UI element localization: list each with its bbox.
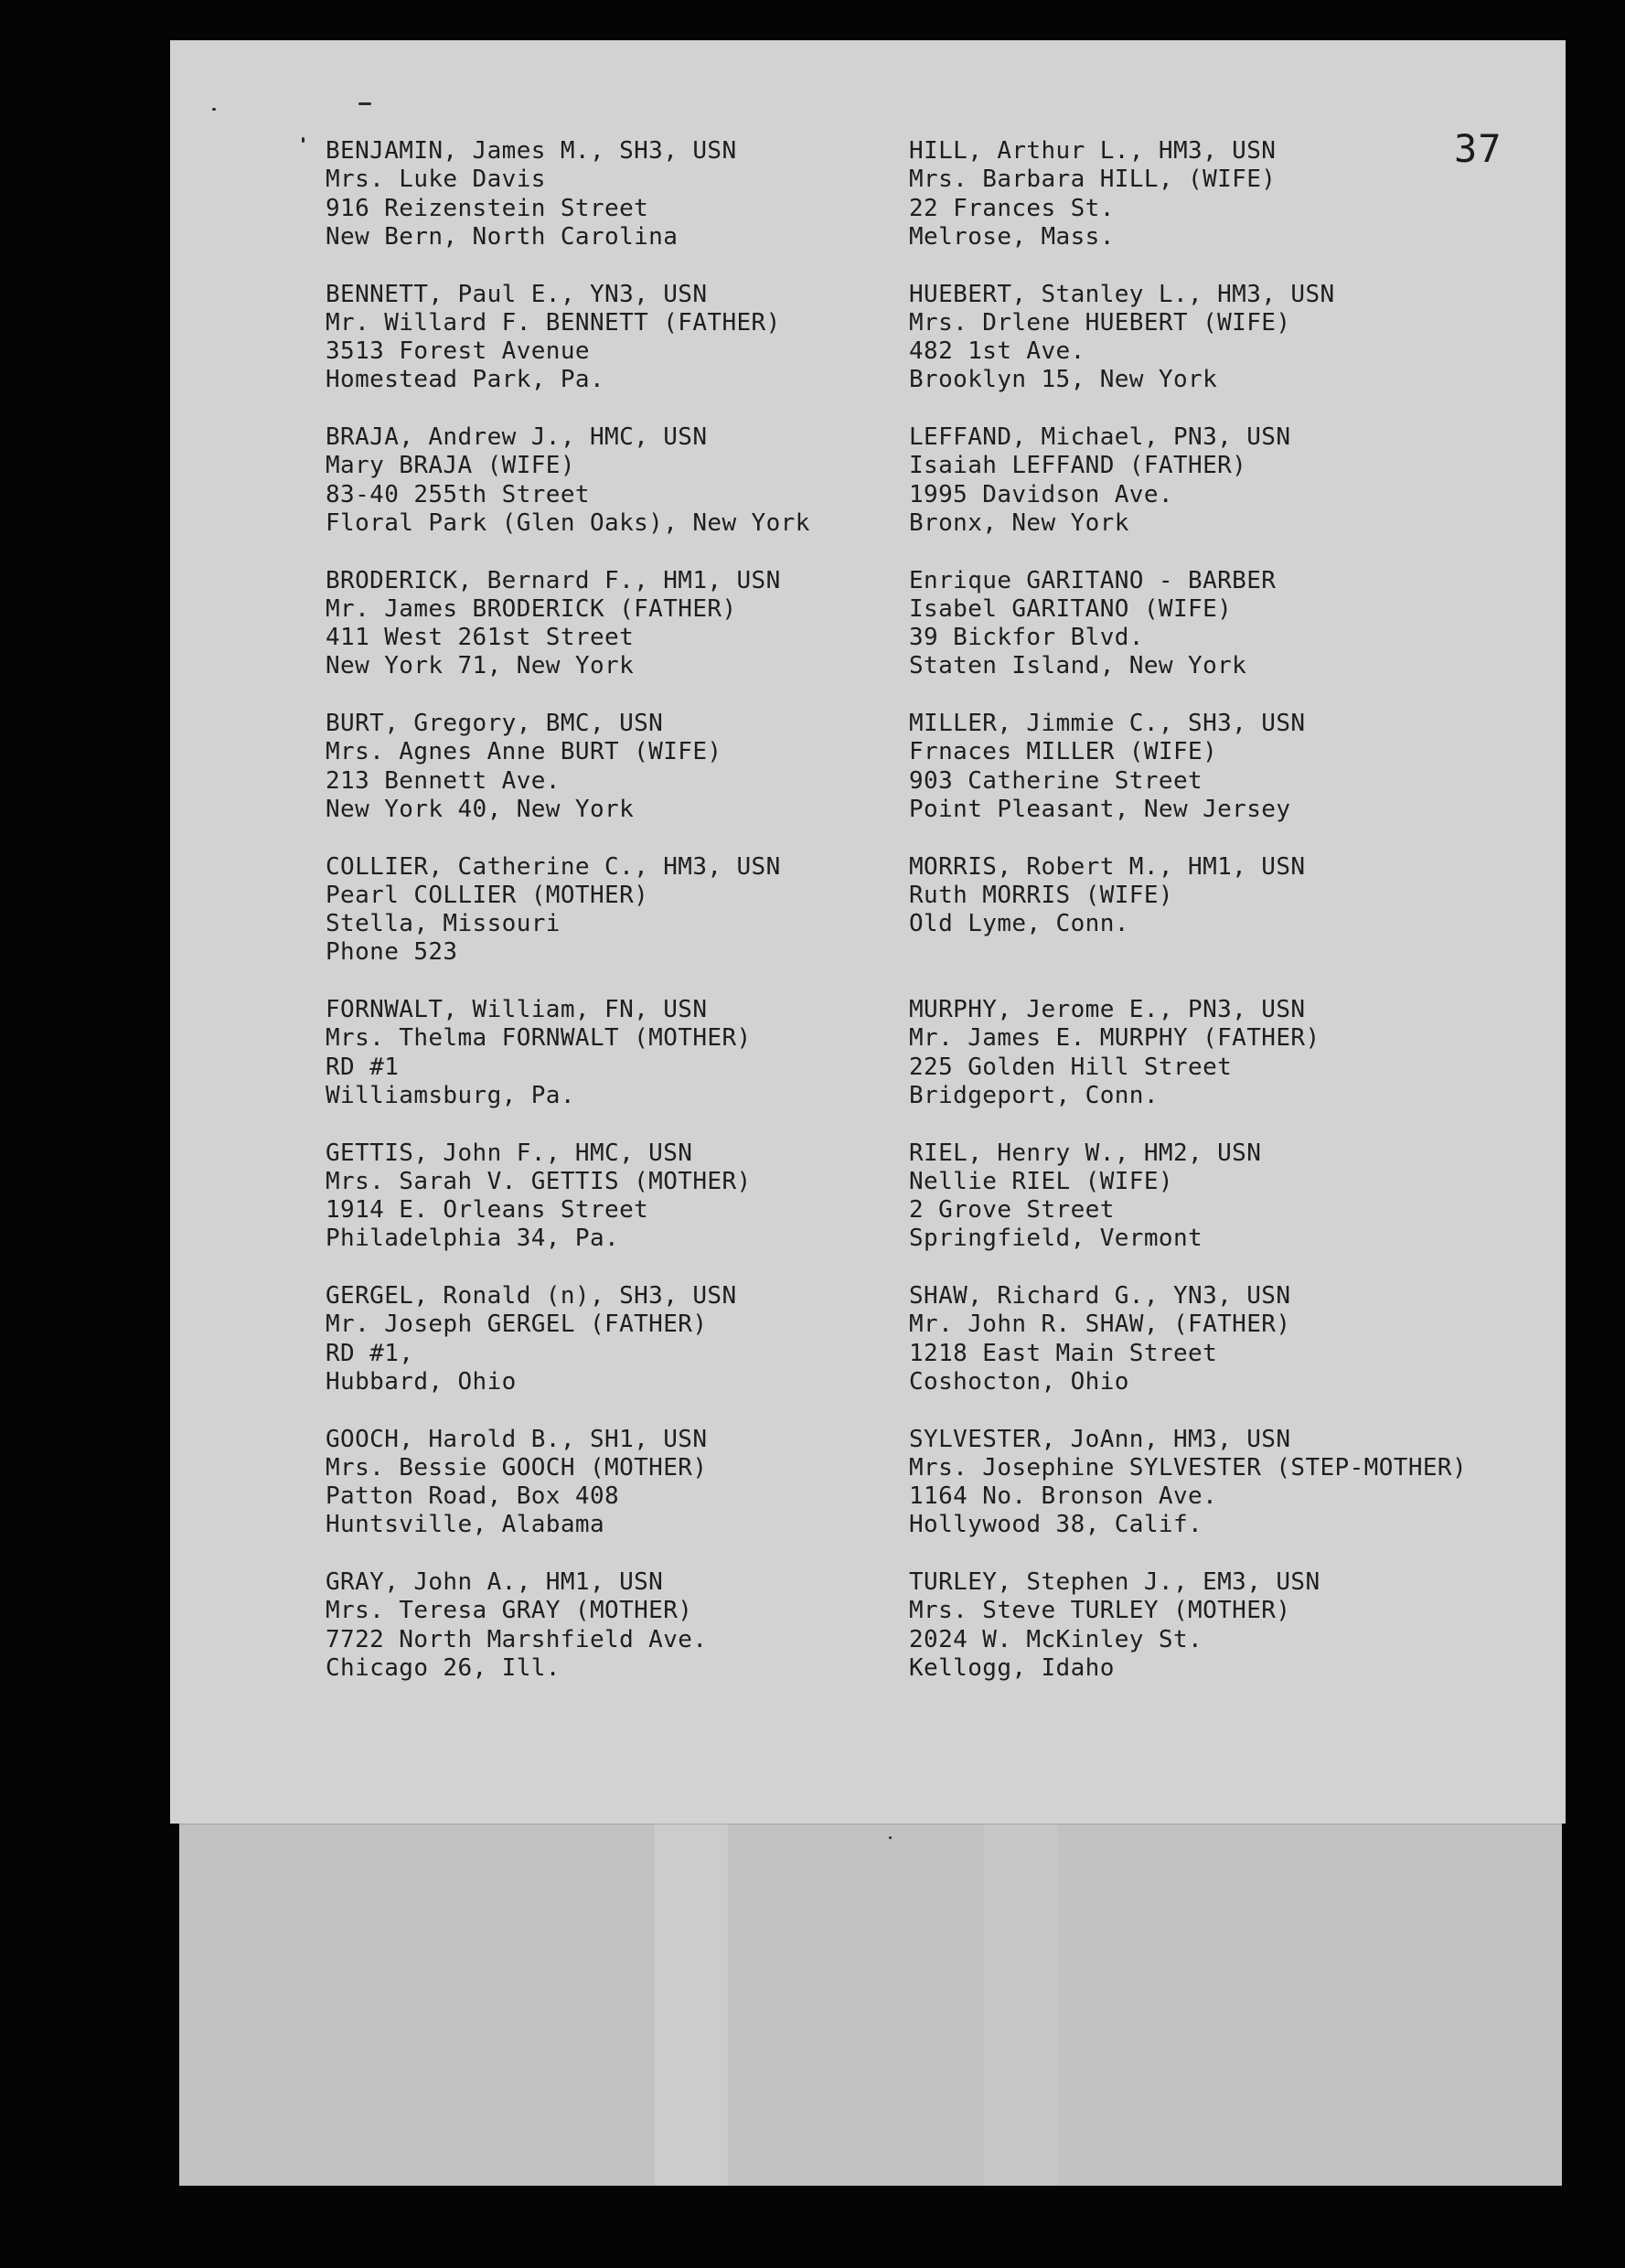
tape-mark xyxy=(984,1820,1057,2186)
entry-address-line: New York 40, New York xyxy=(326,795,635,823)
entry-address-line: Mrs. Thelma FORNWALT (MOTHER) xyxy=(326,1024,752,1053)
entry-name-line: GERGEL, Ronald (n), SH3, USN xyxy=(326,1282,737,1310)
entry-name-line: MORRIS, Robert M., HM1, USN xyxy=(909,852,1306,881)
entry-name-line: MILLER, Jimmie C., SH3, USN xyxy=(909,710,1306,737)
address-entry xyxy=(909,281,1335,395)
entry-address-line: Mr. Joseph GERGEL (FATHER) xyxy=(326,1311,708,1339)
entry-address-line: Mrs. Josephine SYLVESTER (STEP-MOTHER) xyxy=(909,1453,1468,1482)
entry-address-line: 2 Grove Street xyxy=(909,1196,1115,1225)
entry-address-line: 482 1st Ave. xyxy=(909,337,1085,366)
entry-address-line: Mrs. Luke Davis xyxy=(326,166,546,194)
address-entry xyxy=(326,1282,737,1396)
entry-name-line: BRAJA, Andrew J., HMC, USN xyxy=(326,423,708,451)
entry-address-line: 1218 East Main Street xyxy=(909,1339,1218,1367)
entry-name-line: LEFFAND, Michael, PN3, USN xyxy=(909,423,1291,451)
entry-address-line: 916 Reizenstein Street xyxy=(326,194,649,222)
address-entry xyxy=(326,853,781,968)
entry-address-line: 3513 Forest Avenue xyxy=(326,337,590,366)
entry-address-line: Mr. James E. MURPHY (FATHER) xyxy=(909,1024,1320,1053)
entry-address-line: Mrs. Steve TURLEY (MOTHER) xyxy=(909,1597,1291,1625)
entry-address-line: 411 West 261st Street xyxy=(326,624,635,652)
entry-address-line: Williamsburg, Pa. xyxy=(326,1081,575,1109)
entry-address-line: Pearl COLLIER (MOTHER) xyxy=(326,881,649,909)
entry-address-line: Mr. James BRODERICK (FATHER) xyxy=(326,594,737,623)
entry-address-line: Coshocton, Ohio xyxy=(909,1367,1129,1396)
entry-address-line: 903 Catherine Street xyxy=(909,766,1203,795)
address-entry xyxy=(326,996,752,1110)
tape-mark xyxy=(655,1820,728,2186)
entry-address-line: 213 Bennett Ave. xyxy=(326,766,561,795)
entry-name-line: BURT, Gregory, BMC, USN xyxy=(326,710,664,737)
entry-name-line: SYLVESTER, JoAnn, HM3, USN xyxy=(909,1425,1291,1453)
ink-speck xyxy=(212,108,216,111)
ink-speck xyxy=(302,137,305,143)
address-entry xyxy=(909,853,1305,939)
entry-address-line: Nellie RIEL (WIFE) xyxy=(909,1167,1173,1195)
address-entry xyxy=(326,423,810,538)
entry-address-line: Mrs. Sarah V. GETTIS (MOTHER) xyxy=(326,1167,752,1195)
address-entry xyxy=(909,137,1276,251)
ink-speck xyxy=(889,1836,892,1839)
entry-name-line: BENJAMIN, James M., SH3, USN xyxy=(326,137,737,165)
entry-address-line: Point Pleasant, New Jersey xyxy=(909,795,1291,823)
entry-address-line: New Bern, North Carolina xyxy=(326,222,679,251)
entry-address-line: Mr. John R. SHAW, (FATHER) xyxy=(909,1311,1291,1339)
entry-address-line: Bridgeport, Conn. xyxy=(909,1081,1159,1109)
entry-address-line: Old Lyme, Conn. xyxy=(909,910,1129,938)
entry-address-line: Patton Road, Box 408 xyxy=(326,1482,620,1511)
entry-address-line: Mrs. Barbara HILL, (WIFE) xyxy=(909,166,1277,194)
entry-address-line: Mrs. Agnes Anne BURT (WIFE) xyxy=(326,738,722,766)
entry-address-line: Chicago 26, Ill. xyxy=(326,1653,561,1682)
address-entry xyxy=(909,710,1305,824)
entry-address-line: Kellogg, Idaho xyxy=(909,1653,1115,1682)
entry-name-line: FORNWALT, William, FN, USN xyxy=(326,996,708,1023)
entry-address-line: 225 Golden Hill Street xyxy=(909,1053,1233,1081)
entry-address-line: Homestead Park, Pa. xyxy=(326,366,605,394)
address-entry xyxy=(909,1568,1320,1683)
entry-name-line: BENNETT, Paul E., YN3, USN xyxy=(326,280,708,308)
address-entry xyxy=(326,567,781,681)
entry-name-line: BRODERICK, Bernard F., HM1, USN xyxy=(326,566,781,594)
entry-address-line: Springfield, Vermont xyxy=(909,1225,1203,1253)
entry-address-line: Brooklyn 15, New York xyxy=(909,366,1218,394)
address-entry xyxy=(326,281,781,395)
underlying-sheet xyxy=(179,1820,1562,2186)
entry-name-line: GETTIS, John F., HMC, USN xyxy=(326,1139,693,1167)
page-number: 37 xyxy=(1454,126,1502,171)
entry-address-line: RD #1 xyxy=(326,1053,400,1081)
address-entry xyxy=(909,996,1320,1110)
entry-address-line: Mrs. Teresa GRAY (MOTHER) xyxy=(326,1597,693,1625)
entry-address-line: Isabel GARITANO (WIFE) xyxy=(909,594,1233,623)
entry-name-line: TURLEY, Stephen J., EM3, USN xyxy=(909,1568,1320,1596)
entry-address-line: 2024 W. McKinley St. xyxy=(909,1625,1203,1653)
entry-address-line: Bronx, New York xyxy=(909,508,1129,537)
entry-name-line: GRAY, John A., HM1, USN xyxy=(326,1568,664,1596)
entry-address-line: 83-40 255th Street xyxy=(326,480,590,508)
entry-name-line: HUEBERT, Stanley L., HM3, USN xyxy=(909,280,1335,308)
address-entry xyxy=(909,567,1276,681)
entry-address-line: Huntsville, Alabama xyxy=(326,1511,605,1539)
entry-address-line: Philadelphia 34, Pa. xyxy=(326,1225,620,1253)
entry-address-line: Melrose, Mass. xyxy=(909,222,1115,251)
entry-address-line: Floral Park (Glen Oaks), New York xyxy=(326,508,810,537)
address-entry xyxy=(909,1139,1261,1254)
entry-address-line: Frnaces MILLER (WIFE) xyxy=(909,738,1218,766)
entry-name-line: HILL, Arthur L., HM3, USN xyxy=(909,137,1277,165)
address-entry xyxy=(326,137,737,251)
entry-name-line: COLLIER, Catherine C., HM3, USN xyxy=(326,852,781,881)
entry-address-line: New York 71, New York xyxy=(326,652,635,680)
entry-name-line: GOOCH, Harold B., SH1, USN xyxy=(326,1425,708,1453)
entry-name-line: SHAW, Richard G., YN3, USN xyxy=(909,1282,1291,1310)
entry-address-line: 7722 North Marshfield Ave. xyxy=(326,1625,708,1653)
address-entry xyxy=(909,1426,1467,1540)
entry-address-line: 1914 E. Orleans Street xyxy=(326,1196,649,1225)
entry-address-line: Isaiah LEFFAND (FATHER) xyxy=(909,452,1247,480)
entry-address-line: RD #1, xyxy=(326,1339,414,1367)
address-entry xyxy=(909,423,1290,538)
entry-address-line: Mrs. Bessie GOOCH (MOTHER) xyxy=(326,1453,708,1482)
entry-address-line: 39 Bickfor Blvd. xyxy=(909,624,1144,652)
entry-name-line: Enrique GARITANO - BARBER xyxy=(909,566,1277,594)
address-entry xyxy=(326,1426,707,1540)
entry-address-line: Mrs. Drlene HUEBERT (WIFE) xyxy=(909,308,1291,337)
address-entry xyxy=(326,1568,707,1683)
address-entry xyxy=(909,1282,1290,1396)
address-entry xyxy=(326,1139,752,1254)
entry-address-line: 22 Frances St. xyxy=(909,194,1115,222)
entry-address-line: Phone 523 xyxy=(326,938,458,967)
entry-address-line: Stella, Missouri xyxy=(326,910,561,938)
entry-address-line: 1164 No. Bronson Ave. xyxy=(909,1482,1218,1511)
entry-name-line: MURPHY, Jerome E., PN3, USN xyxy=(909,996,1306,1023)
entry-name-line: RIEL, Henry W., HM2, USN xyxy=(909,1139,1262,1167)
entry-address-line: Staten Island, New York xyxy=(909,652,1247,680)
entry-address-line: Hubbard, Ohio xyxy=(326,1367,517,1396)
entry-address-line: Mary BRAJA (WIFE) xyxy=(326,452,575,480)
entry-address-line: Ruth MORRIS (WIFE) xyxy=(909,881,1173,909)
entry-address-line: 1995 Davidson Ave. xyxy=(909,480,1173,508)
address-entry xyxy=(326,710,722,824)
entry-address-line: Mr. Willard F. BENNETT (FATHER) xyxy=(326,308,781,337)
ink-speck xyxy=(358,102,371,105)
entry-address-line: Hollywood 38, Calif. xyxy=(909,1511,1203,1539)
